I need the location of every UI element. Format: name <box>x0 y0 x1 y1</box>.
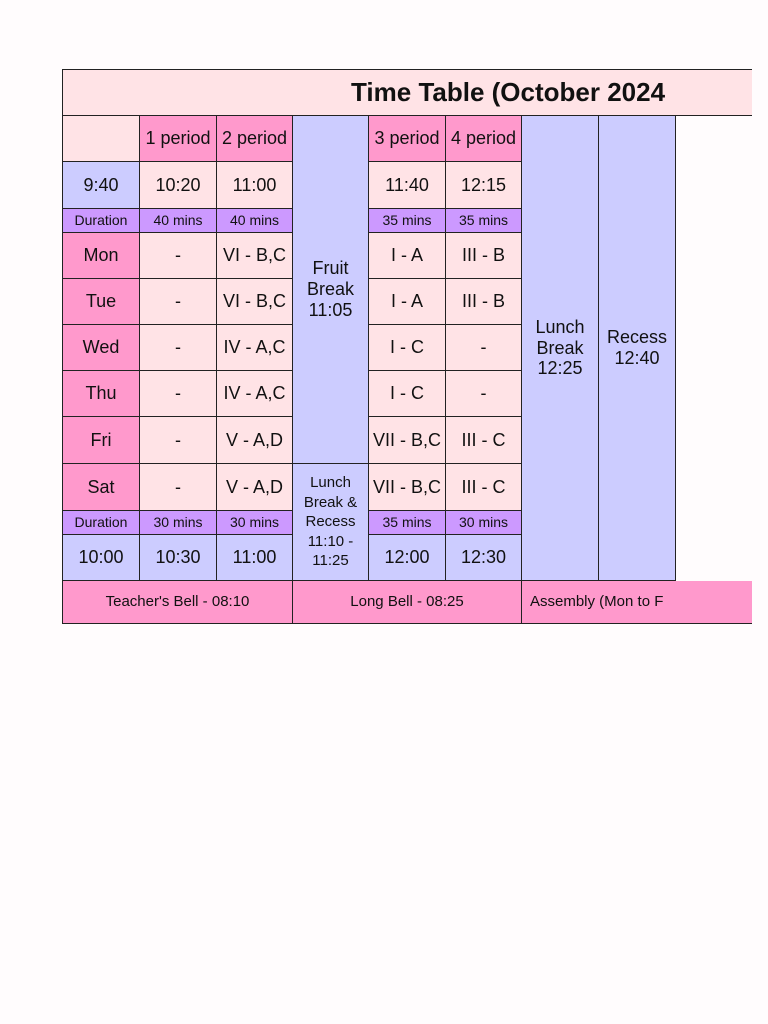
time-p1-bottom: 10:30 <box>140 535 217 581</box>
thu-period-4: - <box>446 371 522 417</box>
duration-p2-bottom: 30 mins <box>217 511 293 535</box>
period-header-1: 1 period <box>140 116 217 162</box>
fri-period-4: III - C <box>446 417 522 464</box>
time-p2-top: 11:00 <box>217 162 293 209</box>
corner-cell <box>62 116 140 162</box>
thu-period-1: - <box>140 371 217 417</box>
duration-label-top: Duration <box>62 209 140 233</box>
period-header-4: 4 period <box>446 116 522 162</box>
mon-period-4: III - B <box>446 233 522 279</box>
time-start-top: 9:40 <box>62 162 140 209</box>
time-start-bottom: 10:00 <box>62 535 140 581</box>
fri-period-2: V - A,D <box>217 417 293 464</box>
sat-period-1: - <box>140 464 217 511</box>
sat-period-2: V - A,D <box>217 464 293 511</box>
title-banner <box>62 69 752 116</box>
sat-lunch-recess-cell: Lunch Break & Recess 11:10 - 11:25 <box>293 464 369 581</box>
fri-period-1: - <box>140 417 217 464</box>
time-p1-top: 10:20 <box>140 162 217 209</box>
duration-label-bottom: Duration <box>62 511 140 535</box>
mon-period-2: VI - B,C <box>217 233 293 279</box>
duration-p4-top: 35 mins <box>446 209 522 233</box>
wed-period-1: - <box>140 325 217 371</box>
thu-period-3: I - C <box>369 371 446 417</box>
assembly-text: Assembly (Mon to F <box>530 593 664 610</box>
mon-period-1: - <box>140 233 217 279</box>
long-bell-cell: Long Bell - 08:25 <box>293 581 522 624</box>
duration-p3-top: 35 mins <box>369 209 446 233</box>
time-p3-bottom: 12:00 <box>369 535 446 581</box>
recess-cell: Recess 12:40 <box>599 116 676 581</box>
thu-period-2: IV - A,C <box>217 371 293 417</box>
period-header-3: 3 period <box>369 116 446 162</box>
lunch-break-cell: Lunch Break 12:25 <box>522 116 599 581</box>
day-fri: Fri <box>62 417 140 464</box>
tue-period-2: VI - B,C <box>217 279 293 325</box>
day-sat: Sat <box>62 464 140 511</box>
duration-p3-bottom: 35 mins <box>369 511 446 535</box>
time-p2-bottom: 11:00 <box>217 535 293 581</box>
tue-period-4: III - B <box>446 279 522 325</box>
fri-period-3: VII - B,C <box>369 417 446 464</box>
fruit-break-cell: Fruit Break 11:05 <box>293 116 369 464</box>
page-title: Time Table (October 2024 <box>351 77 666 107</box>
time-p4-top: 12:15 <box>446 162 522 209</box>
duration-p2-top: 40 mins <box>217 209 293 233</box>
duration-p4-bottom: 30 mins <box>446 511 522 535</box>
day-mon: Mon <box>62 233 140 279</box>
wed-period-3: I - C <box>369 325 446 371</box>
time-p3-top: 11:40 <box>369 162 446 209</box>
period-header-2: 2 period <box>217 116 293 162</box>
sat-period-3: VII - B,C <box>369 464 446 511</box>
sat-period-4: III - C <box>446 464 522 511</box>
assembly-cell <box>522 581 752 624</box>
tue-period-1: - <box>140 279 217 325</box>
duration-p1-top: 40 mins <box>140 209 217 233</box>
day-tue: Tue <box>62 279 140 325</box>
teachers-bell-cell: Teacher's Bell - 08:10 <box>62 581 293 624</box>
day-thu: Thu <box>62 371 140 417</box>
duration-p1-bottom: 30 mins <box>140 511 217 535</box>
tue-period-3: I - A <box>369 279 446 325</box>
wed-period-2: IV - A,C <box>217 325 293 371</box>
wed-period-4: - <box>446 325 522 371</box>
day-wed: Wed <box>62 325 140 371</box>
time-p4-bottom: 12:30 <box>446 535 522 581</box>
mon-period-3: I - A <box>369 233 446 279</box>
